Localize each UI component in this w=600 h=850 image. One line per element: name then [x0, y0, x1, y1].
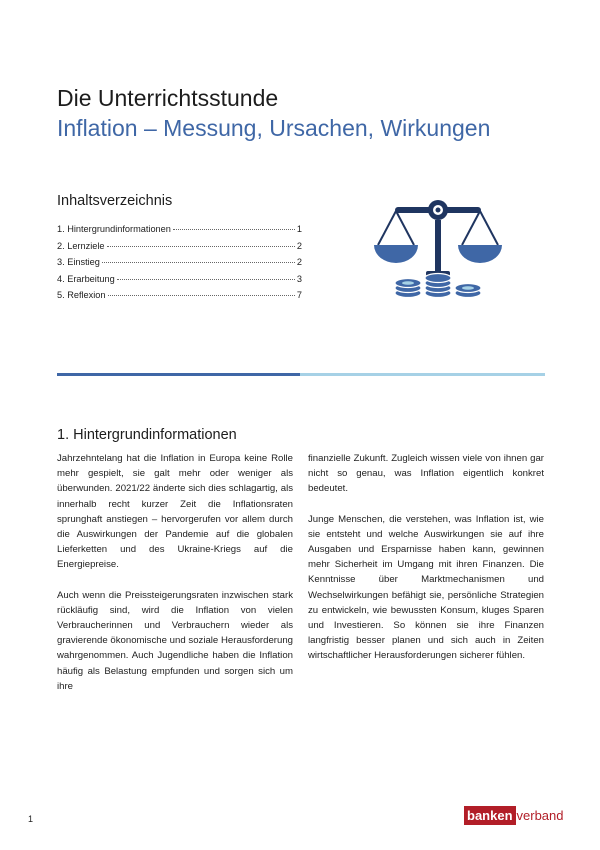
toc-item-page: 3: [296, 273, 302, 284]
toc-item-erarbeitung[interactable]: [57, 274, 302, 291]
toc-leader-dots: [173, 229, 295, 230]
paragraph: Jahrzehntelang hat die Inflation in Europa keine Rolle mehr gespielt, sie galt mehr oder weniger als überwunden. 2021/22 änderte sich dies schlagartig, als innerhalb recht kurzer Zeit die Inflationsraten sprunghaft anstiegen – hervorgerufen vor allem durch die Auswirkungen der Pandemie auf die globalen Lieferketten und des Ukraine-Kriegs auf die Energiepreise.: [57, 453, 293, 571]
toc-item-label: 5. Reflexion: [57, 290, 106, 300]
logo-text: verband: [516, 807, 564, 823]
toc-item-hintergrund[interactable]: [57, 224, 302, 241]
toc-leader-dots: [102, 262, 295, 263]
toc-item-page: 7: [296, 290, 302, 300]
logo-box-text: banken: [464, 806, 516, 825]
toc-item-lernziele[interactable]: [57, 241, 302, 258]
toc-item-einstieg[interactable]: [57, 257, 302, 274]
page-title: Die Unterrichtsstunde: [57, 85, 279, 111]
toc-item-page: 1: [296, 224, 302, 234]
toc-item-page: 2: [296, 240, 302, 251]
text-column-right: [308, 451, 544, 679]
section-heading: 1. Hintergrundinformationen: [57, 427, 237, 443]
toc-leader-dots: [107, 246, 295, 247]
text-column-left: [57, 451, 293, 709]
toc-heading: Inhaltsverzeichnis: [57, 193, 173, 209]
paragraph: Junge Menschen, die verstehen, was Inflation ist, wie sie entsteht und welche Auswirkungen sie auf ihre Ausgaben und Ersparnisse haben kann, gewinnen mehr Sicherheit im Umgang mit ihren Finanzen. Die Kenntnisse über Marktmechanismen und Wechselwirkungen befähigt sie, persönliche Strategien zu entwickeln, wie bewussten Konsum, kluges Sparen und Investieren. So können sie ihre Finanzen langfristig besser planen und sich auch in Zeiten wirtschaftlicher Herausforderungen sicherer fühlen.: [308, 513, 544, 662]
paragraph: Auch wenn die Preissteigerungsraten inzwischen stark rückläufig sind, wird die Inflation von vielen Verbraucherinnen und Verbrauchern wieder als gravierende ökonomische und soziale Herausforderung wahrgenommen. Auch Jugendliche haben die Inflation häufig als Belastung empfunden und sorgen sich um ihre: [57, 589, 293, 692]
bankenverband-logo: [464, 804, 564, 826]
toc-item-page: 2: [296, 257, 302, 267]
divider-light: [300, 373, 545, 376]
toc-leader-dots: [117, 279, 295, 280]
toc-leader-dots: [108, 295, 295, 296]
page-number: 1: [28, 814, 34, 824]
divider-dark: [57, 373, 300, 376]
paragraph: finanzielle Zukunft. Zugleich wissen viele von ihnen gar nicht so genau, was Inflation eigentlich konkret bedeutet.: [308, 453, 544, 495]
toc-item-label: 4. Erarbeitung: [57, 273, 115, 284]
table-of-contents: [57, 224, 302, 307]
toc-item-label: 2. Lernziele: [57, 240, 105, 251]
toc-item-reflexion[interactable]: [57, 290, 302, 307]
scale-coins-icon: [368, 193, 508, 303]
toc-item-label: 3. Einstieg: [57, 257, 100, 267]
page-subtitle: Inflation – Messung, Ursachen, Wirkungen: [57, 115, 491, 141]
toc-item-label: 1. Hintergrundinformationen: [57, 224, 171, 234]
